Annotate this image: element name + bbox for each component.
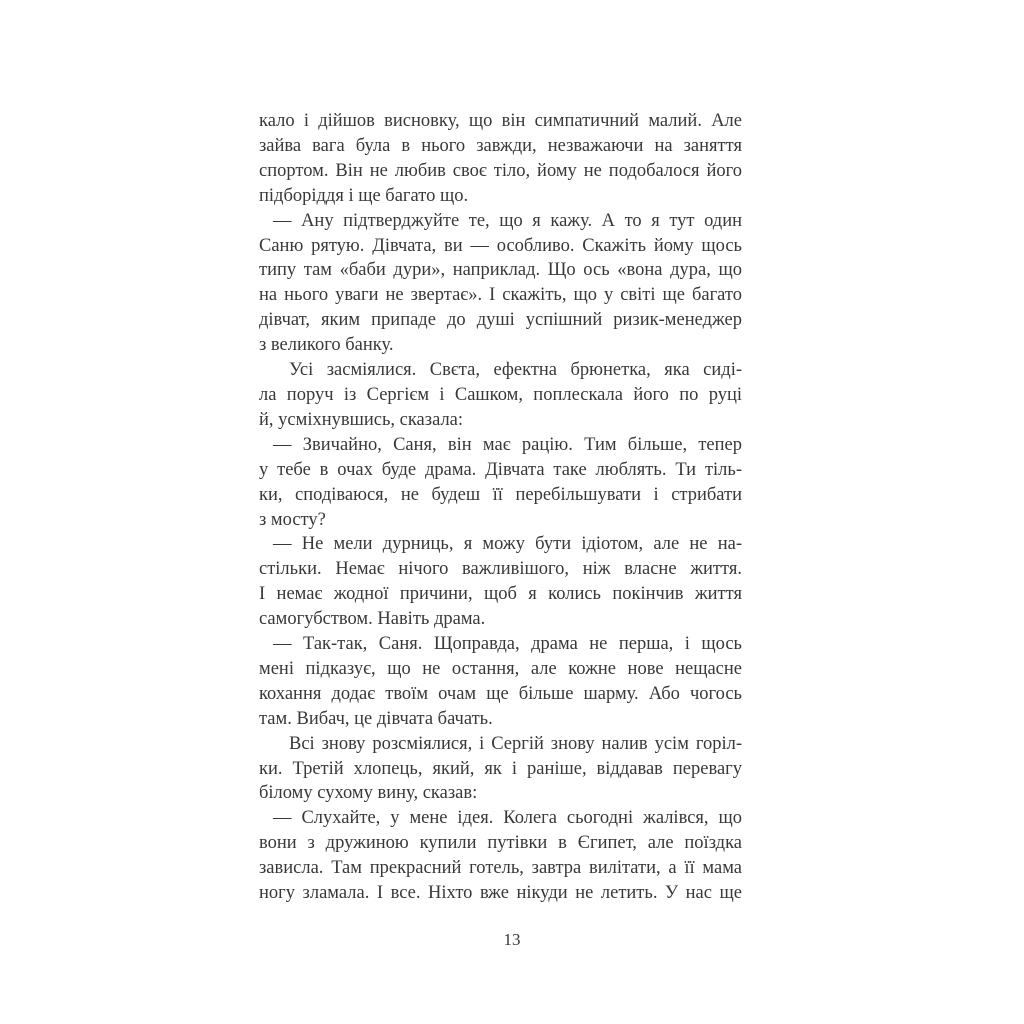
text-line: Усі засміялися. Свєта, ефектна брюнетка, яка сиді-: [289, 360, 742, 381]
text-line: — Ану підтверджуйте те, що я кажу. А то я тут один: [273, 210, 742, 231]
text-line: кало і дійшов висновку, що він симпатичний малий. Але: [259, 111, 742, 131]
text-line: ногу зламала. І все. Ніхто вже нікуди не летить. У нас ще: [259, 883, 742, 904]
text-line: самогубством. Навіть драма.: [259, 609, 486, 630]
page-number: 13: [503, 930, 521, 949]
text-line: кохання додає твоїм очам ще більше шарму. Або чогось: [259, 683, 742, 704]
text-line: вони з дружиною купили путівки в Єгипет, але поїздка: [259, 833, 742, 854]
text-line: стільки. Немає нічого важливішого, ніж власне життя.: [259, 559, 742, 580]
text-line: у тебе в очах буде драма. Дівчата таке люблять. Ти тіль-: [259, 459, 742, 480]
book-page-text: [259, 109, 742, 906]
text-line: ки, сподіваюся, не будеш її перебільшувати і стрибати: [259, 484, 742, 505]
text-line: з великого банку.: [259, 335, 394, 356]
text-line: — Слухайте, у мене ідея. Колега сьогодні жалівся, що: [273, 808, 742, 829]
text-line: І немає жодної причини, щоб я колись покінчив життя: [259, 584, 742, 605]
text-line: — Звичайно, Саня, він має рацію. Тим більше, тепер: [273, 434, 742, 455]
text-line: дівчат, яким припаде до душі успішний ризик-менеджер: [259, 310, 742, 331]
text-line: підборіддя і ще багато що.: [259, 185, 469, 206]
text-line: спортом. Він не любив своє тіло, йому не подобалося його: [259, 160, 742, 181]
text-line: типу там «баби дури», наприклад. Що ось «вона дура, що: [259, 260, 742, 281]
text-line: й, усміхнувшись, сказала:: [259, 409, 464, 430]
text-line: — Так-так, Саня. Щоправда, драма не перша, і щось: [273, 634, 742, 655]
text-line: білому сухому вину, сказав:: [259, 783, 478, 804]
text-line: — Не мели дурниць, я можу бути ідіотом, але не на-: [273, 534, 742, 555]
text-line: ки. Третій хлопець, який, як і раніше, віддавав перевагу: [259, 758, 742, 779]
text-line: Всі знову розсміялися, і Сергій знову налив усім горіл-: [289, 733, 742, 754]
text-line: з мосту?: [259, 509, 326, 530]
text-line: мені підказує, що не остання, але кожне нове нещасне: [259, 658, 742, 679]
text-line: на нього уваги не звертає». І скажіть, що у світі ще багато: [259, 285, 742, 306]
text-line: там. Вибач, це дівчата бачать.: [259, 708, 493, 729]
text-line: Саню рятую. Дівчата, ви — особливо. Скажіть йому щось: [259, 235, 742, 256]
text-line: зависла. Там прекрасний готель, завтра вилітати, а її мама: [259, 858, 742, 879]
text-line: зайва вага була в нього завжди, незважаючи на заняття: [259, 135, 742, 156]
text-line: ла поруч із Сергієм і Сашком, поплескала його по руці: [259, 384, 742, 405]
